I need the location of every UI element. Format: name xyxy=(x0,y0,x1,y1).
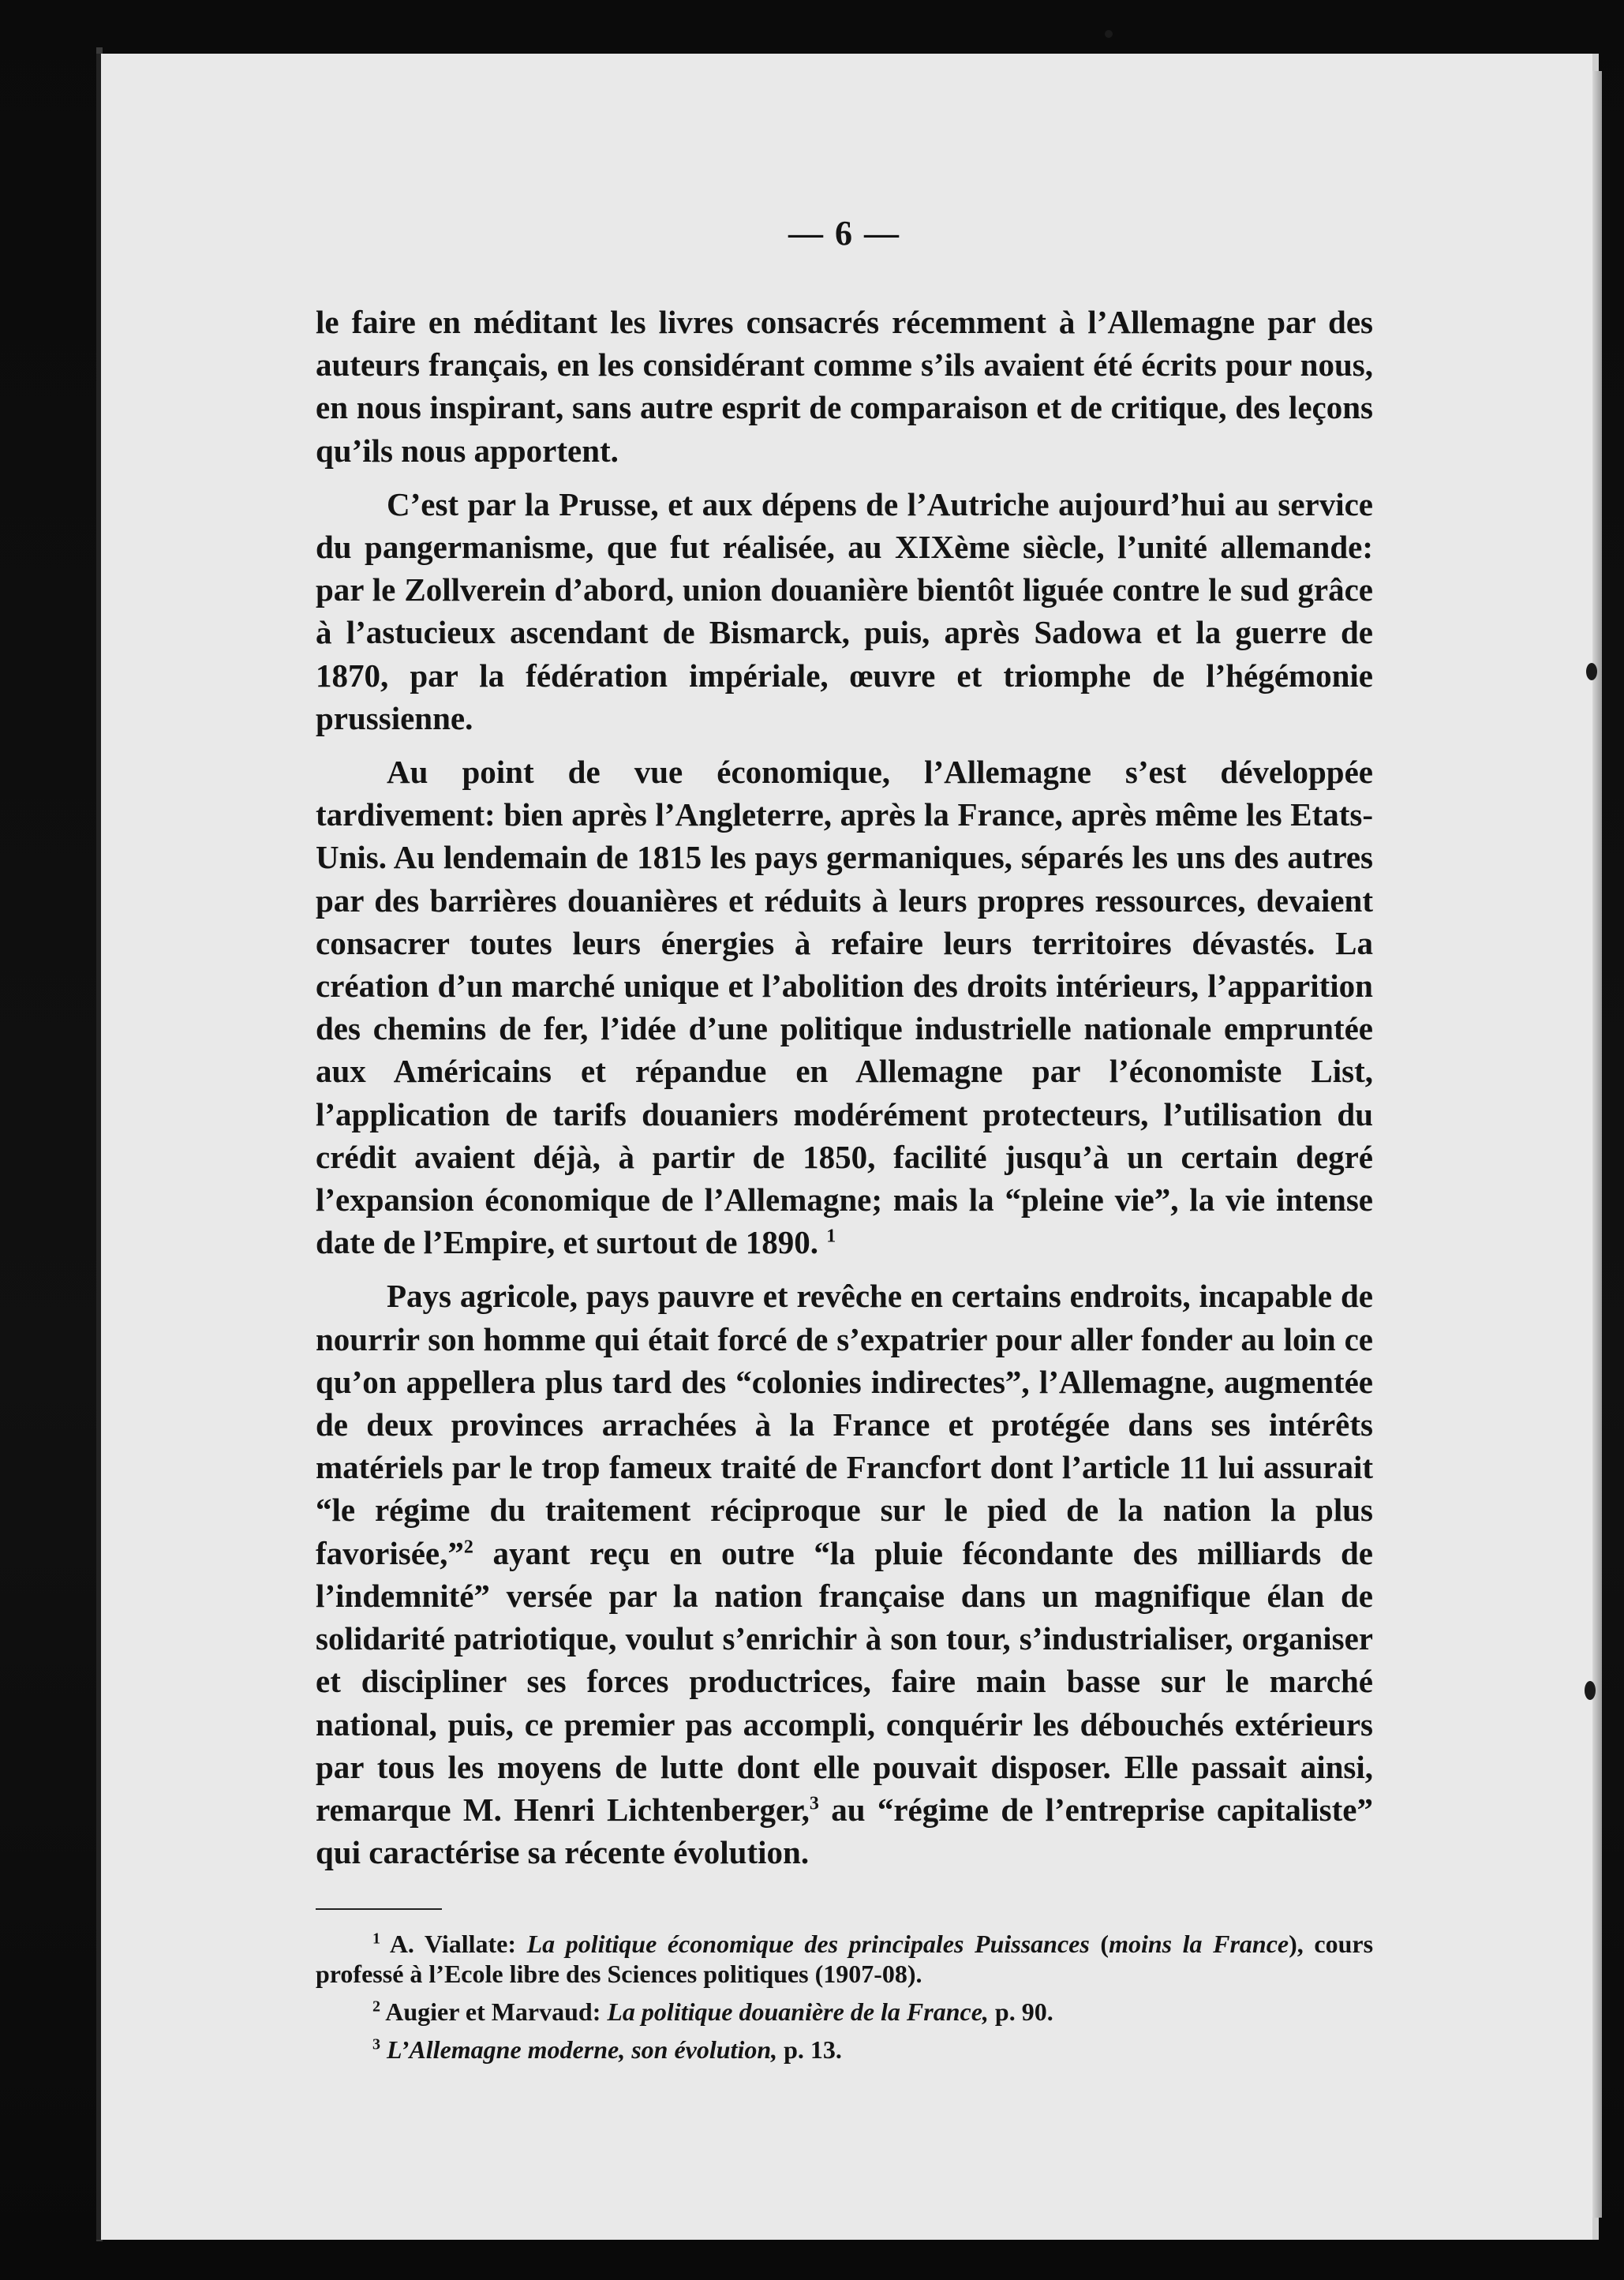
footnote-2 xyxy=(316,1997,1373,2027)
footnote-title: La politique douanière de la France, xyxy=(607,1997,989,2027)
paragraph-3 xyxy=(316,751,1373,1264)
paragraph-4 xyxy=(316,1275,1373,1874)
page-number: — 6 — xyxy=(788,214,900,253)
footnote-3 xyxy=(316,2035,1373,2065)
footnote-text: p. 13. xyxy=(777,2035,842,2065)
footnote-ref-2: 2 xyxy=(463,1537,473,1558)
footnote-title: La politique économique des principales Puissances xyxy=(526,1930,1090,1959)
footnote-title: L’Allemagne moderne, son évolution, xyxy=(387,2035,778,2065)
page-right-edge xyxy=(1592,71,1602,2218)
paragraph-text: Au point de vue économique, l’Allemagne s’est développée tardivement: bien après l’Angleterre, après la France, après même les Etats-Unis. Au lendemain de 1815 les pays germaniques, séparés les uns des autres par des barrières douanières et réduits à leurs propres ressources, devaient consacrer toutes leurs énergies à refaire leurs territoires dévastés. La création d’un marché unique et l’abolition des droits intérieurs, l’apparition des chemins de fer, l’idée d’une politique industrielle nationale empruntée aux Américains et répandue en Allemagne par l’économiste List, l’application de tarifs douaniers modérément protecteurs, l’utilisation du crédit avaient déjà, à partir de 1850, facilité jusqu’à un certain degré l’expansion économique de l’Allemagne; mais la “pleine vie”, la vie intense date de l’Empire, et surtout de 1890. xyxy=(316,754,1373,1261)
scan-speck xyxy=(1586,663,1597,680)
paragraph-text: au “régime de l’entreprise capitaliste” qui caractérise sa récente évolution. xyxy=(316,1791,1373,1871)
paragraph-text: ayant reçu en outre “la pluie fécondante des milliards de l’indemnité” versée par la nation française dans un magnifique élan de solidarité patriotique, voulut s’enrichir à son tour, s’industrialiser, organiser et discipliner ses forces productrices, faire main basse sur le marché national, puis, ce premier pas accompli, conquérir les débouchés extérieurs par tous les moyens de lutte dont elle pouvait disposer. Elle passait ainsi, remarque M. Henri Lichtenberger, xyxy=(316,1534,1373,1828)
paragraph-text: Pays agricole, pays pauvre et revêche en certains endroits, incapable de nourrir son homme qui était forcé de s’expatrier pour aller fonder au loin ce qu’on appellera plus tard des “colonies indirectes”, l’Allemagne, augmentée de deux provinces arrachées à la France et protégée dans ses intérêts matériels par le trop fameux traité de Francfort dont l’article 11 lui assurait “le régime du traitement réciproque sur le pied de la nation la plus favorisée,” xyxy=(316,1278,1373,1571)
paragraph-text: C’est par la Prusse, et aux dépens de l’Autriche aujourd’hui au service du pangermanisme, que fut réalisée, au XIXème siècle, l’unité allemande: par le Zollverein d’abord, union douanière bientôt liguée contre le sud grâce à l’astucieux ascendant de Bismarck, puis, après Sadowa et la guerre de 1870, par la fédération impériale, œuvre et triomphe de l’hégémonie prussienne. xyxy=(316,485,1373,736)
footnote-text: ( xyxy=(1089,1930,1109,1959)
footnote-number: 3 xyxy=(372,2035,380,2053)
footnote-author: Augier et Marvaud: xyxy=(385,1997,608,2027)
paragraph-1 xyxy=(316,301,1373,472)
footnote-divider xyxy=(316,1908,442,1910)
scan-speck xyxy=(1585,1681,1596,1700)
paragraph-2 xyxy=(316,483,1373,739)
footnote-number: 1 xyxy=(372,1930,380,1948)
footnote-text: ), cours professé à l’Ecole libre des Sciences politiques (1907-08). xyxy=(316,1930,1374,1989)
footnote-ref-1: 1 xyxy=(826,1226,836,1247)
scan-speck xyxy=(1105,30,1113,38)
footnote-author: A. Viallate: xyxy=(389,1930,527,1959)
footnote-ref-3: 3 xyxy=(809,1793,819,1814)
footnote-number: 2 xyxy=(372,1997,380,2016)
footnote-italic: moins la France xyxy=(1109,1930,1289,1959)
document-text xyxy=(316,213,1373,2072)
footnote-text: p. 90. xyxy=(988,1997,1053,2027)
paragraph-text: le faire en méditant les livres consacrés récemment à l’Allemagne par des auteurs français, en les considérant comme s’ils avaient été écrits pour nous, en nous inspirant, sans autre esprit de comparaison et de critique, des leçons qu’ils nous apportent. xyxy=(316,304,1373,469)
footnote-1 xyxy=(316,1929,1373,1989)
